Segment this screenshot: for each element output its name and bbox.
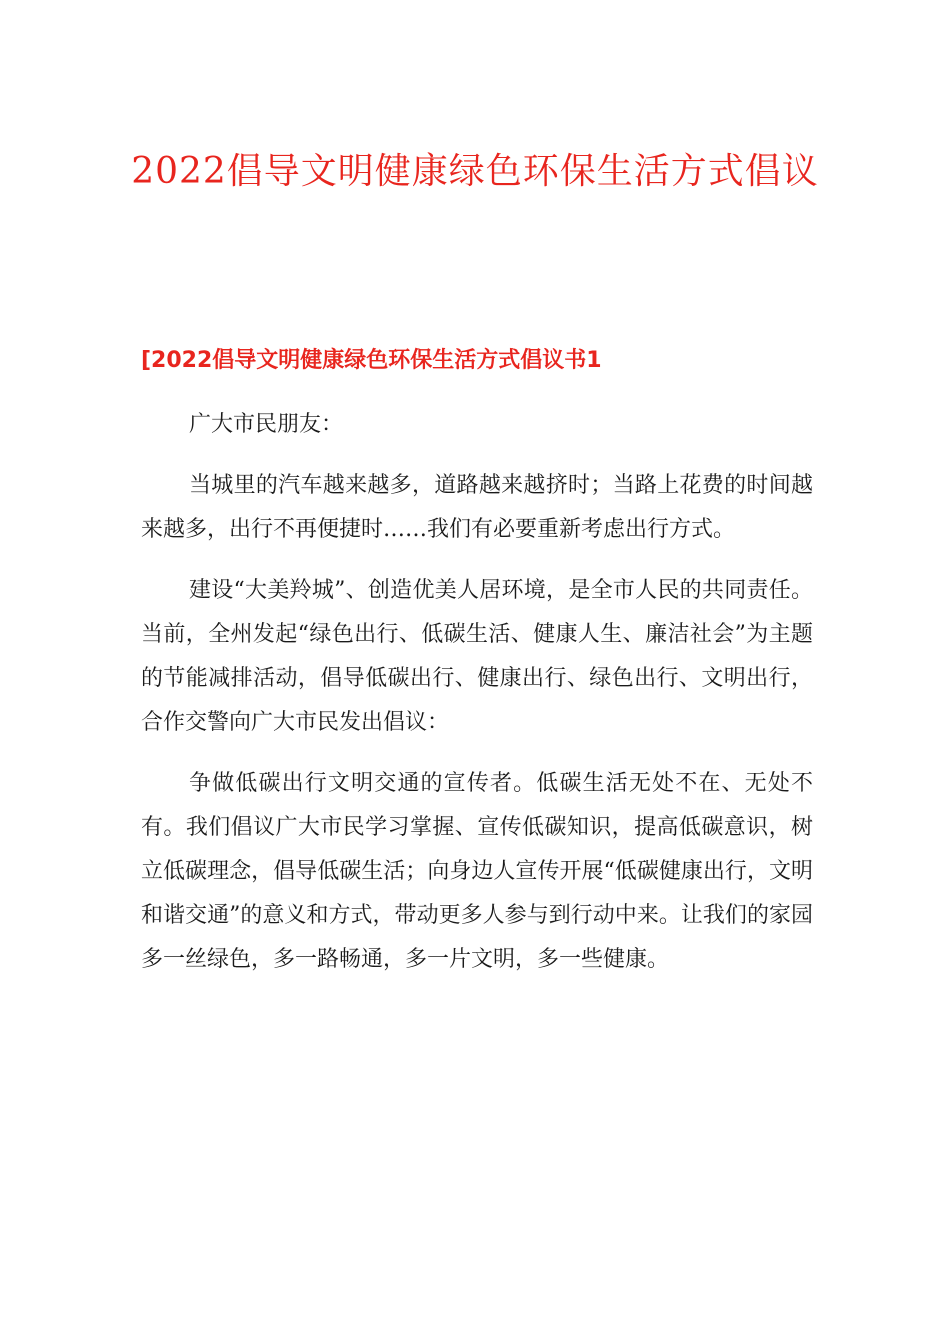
- paragraph-1: 当城里的汽车越来越多，道路越来越挤时；当路上花费的时间越来越多，出行不再便捷时……我们有必要重新考虑出行方式。: [141, 473, 813, 542]
- salutation: 广大市民朋友：: [189, 412, 344, 437]
- document-title: 2022倡导文明健康绿色环保生活方式倡议: [131, 151, 819, 192]
- paragraph-2: 建设“大美羚城”、创造优美人居环境，是全市人民的共同责任。当前，全州发起“绿色出行、低碳生活、健康人生、廉洁社会”为主题的节能减排活动，倡导低碳出行、健康出行、绿色出行、文明出行，合作交警向广大市民发出倡议：: [141, 578, 813, 735]
- paragraph-3: 争做低碳出行文明交通的宣传者。低碳生活无处不在、无处不有。我们倡议广大市民学习掌握、宣传低碳知识，提高低碳意识，树立低碳理念，倡导低碳生活；向身边人宣传开展“低碳健康出行，文明和谐交通”的意义和方式，带动更多人参与到行动中来。让我们的家园多一丝绿色，多一路畅通，多一片文明，多一些健康。: [141, 771, 813, 972]
- document-body: [141, 403, 813, 999]
- section-heading: [2022倡导文明健康绿色环保生活方式倡议书1: [141, 348, 602, 373]
